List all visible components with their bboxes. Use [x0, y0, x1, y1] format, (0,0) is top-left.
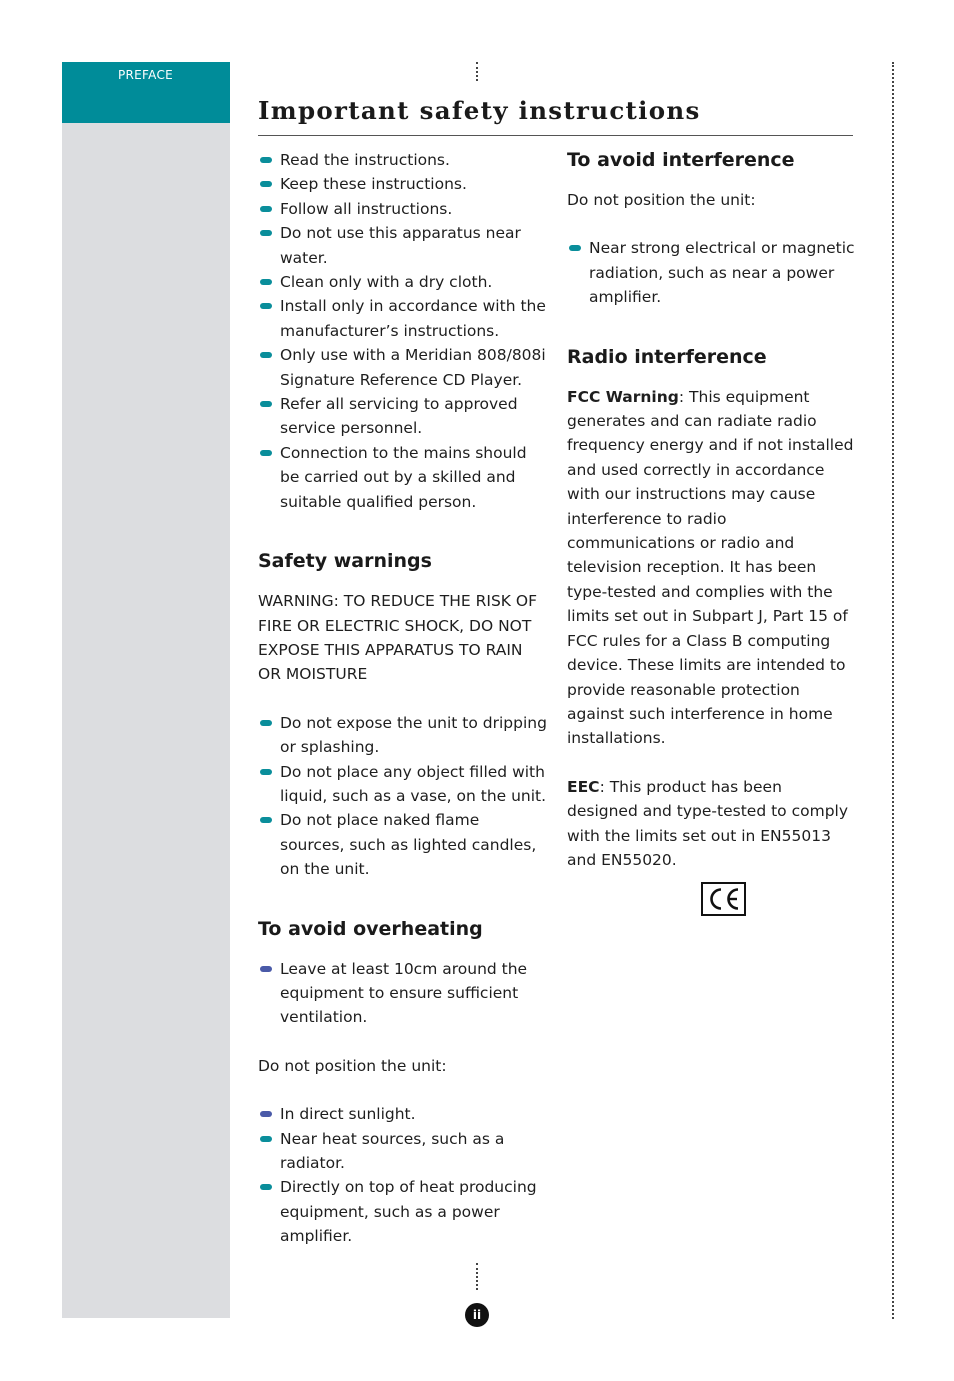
warning-paragraph: WARNING: TO REDUCE THE RISK OF FIRE OR ELECTRIC SHOCK, DO NOT EXPOSE THIS APPARATUS TO RAIN OR MOISTURE [258, 592, 537, 684]
bullet-icon [260, 352, 272, 358]
list-item-text: Read the instructions. [280, 151, 450, 169]
title-rule [258, 135, 853, 136]
bullet-icon [260, 206, 272, 212]
list-item-text: Do not place any object filled with liquid, such as a vase, on the unit. [280, 762, 547, 805]
list-item [258, 1175, 548, 1248]
ce-mark-icon [701, 882, 746, 916]
list-item [258, 760, 548, 809]
list-item-text: Do not expose the unit to dripping or splashing. [280, 713, 547, 757]
bullet-icon [260, 181, 272, 187]
list-item [258, 441, 548, 514]
list-item-text: Do not place naked flame sources, such as lighted candles, on the unit. [280, 811, 537, 879]
section-label: PREFACE [118, 68, 174, 82]
interference-items-list [567, 236, 857, 309]
list-item-text: Connection to the mains should be carried out by a skilled and suitable qualified person. [280, 443, 527, 511]
bullet-icon [260, 157, 272, 163]
list-item [258, 392, 548, 441]
list-item [258, 343, 548, 392]
fcc-paragraph [567, 385, 857, 751]
list-item-text: Directly on top of heat producing equipment, such as a power amplifier. [280, 1178, 537, 1246]
general-instructions-list [258, 148, 548, 514]
position-intro: Do not position the unit: [258, 1056, 447, 1075]
list-item-text: Refer all servicing to approved service personnel. [280, 395, 518, 438]
list-item-text: Near strong electrical or magnetic radiation, such as near a power amplifier. [589, 239, 855, 307]
bullet-icon [260, 966, 272, 972]
list-item-text: Install only in accordance with the manufacturer’s instructions. [280, 297, 546, 340]
list-item [258, 221, 548, 270]
interference-heading: To avoid interference [567, 149, 795, 171]
overheating-heading: To avoid overheating [258, 917, 483, 940]
bullet-icon [260, 1184, 272, 1190]
bullet-icon [260, 303, 272, 309]
bullet-icon [260, 1136, 272, 1142]
bullet-icon [260, 279, 272, 285]
section-tab [62, 62, 230, 123]
bullet-icon [260, 720, 272, 726]
right-dotted-rule [892, 62, 894, 1319]
fcc-label: FCC Warning [567, 387, 679, 406]
list-item-text: Do not use this apparatus near water. [280, 224, 521, 267]
list-item [258, 711, 548, 760]
bullet-icon [260, 401, 272, 407]
safety-warnings-heading: Safety warnings [258, 550, 432, 573]
eec-label: EEC [567, 777, 600, 796]
page-number: ii [465, 1303, 489, 1327]
bullet-icon [260, 230, 272, 236]
list-item [258, 1127, 548, 1176]
position-items-list [258, 1102, 548, 1248]
eec-paragraph [567, 775, 857, 873]
list-item [258, 808, 548, 881]
safety-items-list [258, 711, 548, 882]
bullet-icon [260, 450, 272, 456]
list-item-text: Only use with a Meridian 808/808i Signature Reference CD Player. [280, 346, 546, 389]
list-item [258, 1102, 548, 1126]
page-title: Important safety instructions [258, 96, 701, 125]
bottom-dotted-rule [476, 1263, 478, 1290]
bullet-icon [569, 245, 581, 251]
sidebar-band [62, 62, 230, 1318]
interference-intro: Do not position the unit: [567, 191, 756, 209]
left-column [258, 148, 548, 1249]
list-item-text: In direct sunlight. [280, 1105, 416, 1124]
fcc-text: : This equipment generates and can radiate radio frequency energy and if not installed and used correctly in accordance with our instructions may cause interference to radio communications or radio and television reception. It has been type-tested and complies with the limits set out in Subpart J, Part 15 of FCC rules for a Class B computing device. These limits are intended to provide reasonable protection against such interference in home installations. [567, 387, 854, 748]
list-item [567, 236, 857, 309]
list-item-text: Follow all instructions. [280, 199, 453, 218]
list-item-text: Clean only with a dry cloth. [280, 273, 493, 292]
list-item-text: Keep these instructions. [280, 175, 467, 194]
list-item [258, 957, 548, 1030]
radio-interference-heading: Radio interference [567, 345, 767, 368]
top-dotted-rule [476, 62, 478, 81]
right-column [567, 148, 857, 872]
list-item [258, 270, 548, 294]
list-item-text: Near heat sources, such as a radiator. [280, 1129, 505, 1172]
bullet-icon [260, 817, 272, 823]
overheating-items-list [258, 957, 548, 1030]
eec-text: : This product has been designed and type-tested to comply with the limits set out in EN55013 and EN55020. [567, 777, 849, 869]
list-item [258, 294, 548, 343]
list-item [258, 148, 548, 172]
ce-mark-glyph [705, 886, 742, 912]
bullet-icon [260, 769, 272, 775]
list-item [258, 172, 548, 196]
list-item-text: Leave at least 10cm around the equipment to ensure sufficient ventilation. [280, 959, 528, 1027]
list-item [258, 197, 548, 221]
bullet-icon [260, 1111, 272, 1117]
